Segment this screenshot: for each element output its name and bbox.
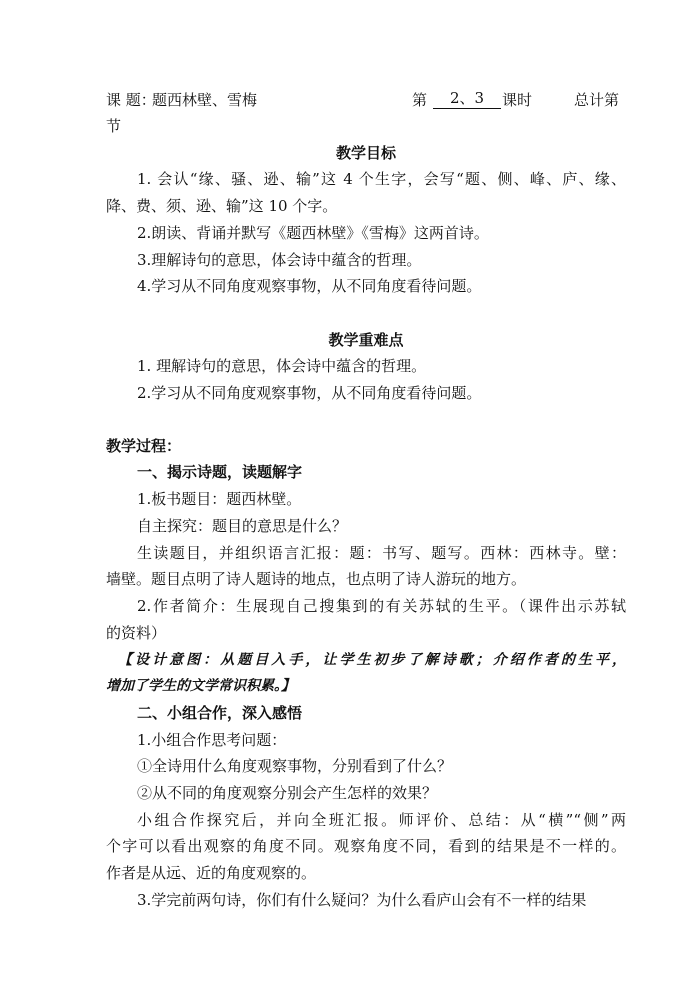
design-note-b: 增加了学生的文学常识积累。】 bbox=[106, 678, 295, 694]
lesson-header bbox=[106, 88, 626, 112]
section-2-heading: 二、小组合作，深入感悟 bbox=[137, 704, 303, 722]
question-2: ②从不同的角度观察分别会产生怎样的效果？ bbox=[137, 784, 438, 802]
key-point-2: 2.学习从不同角度观察事物，从不同角度看待问题。 bbox=[137, 384, 482, 402]
topic-label: 课 题： bbox=[106, 91, 156, 109]
section-1-heading: 一、揭示诗题，读题解字 bbox=[137, 463, 303, 481]
process-p3b: 墙壁。题目点明了诗人题诗的地点，也点明了诗人游玩的地方。 bbox=[106, 570, 527, 588]
question-1: ①全诗用什么角度观察事物，分别看到了什么？ bbox=[137, 757, 453, 775]
process-p6: 3.学完前两句诗，你们有什么疑问？为什么看庐山会有不一样的结果 bbox=[137, 891, 587, 909]
process-p4a: 2.作者简介：生展现自己搜集到的有关苏轼的生平。（课件出示苏轼 bbox=[137, 597, 626, 615]
total-label: 总计第 bbox=[574, 91, 620, 109]
process-p5a: 小组合作探究后，并向全班汇报。师评价、总结：从“横”“侧”两 bbox=[137, 811, 626, 829]
lesson-suffix: 课时 bbox=[502, 91, 533, 109]
process-p2: 自主探究：题目的意思是什么？ bbox=[137, 517, 348, 535]
lesson-topic: 题西林壁、雪梅 bbox=[152, 91, 258, 109]
process-p1: 1.板书题目：题西林壁。 bbox=[137, 490, 302, 508]
total-tail: 节 bbox=[106, 117, 122, 135]
process-p5b: 个字可以看出观察的角度不同。观察角度不同，看到的结果是不一样的。 bbox=[106, 837, 626, 855]
key-points-title: 教学重难点 bbox=[328, 331, 404, 349]
objective-2: 2.朗读、背诵并默写《题西林壁》《雪梅》这两首诗。 bbox=[137, 224, 489, 242]
process-p3a: 生读题目，并组织语言汇报：题：书写、题写。西林：西林寺。壁： bbox=[137, 544, 626, 562]
objective-1b: 降、费、须、逊、输”这 10 个字。 bbox=[106, 197, 338, 215]
process-p4b: 的资料） bbox=[106, 624, 167, 642]
lesson-number: 2、3 bbox=[433, 88, 501, 109]
objective-4: 4.学习从不同角度观察事物，从不同角度看待问题。 bbox=[137, 277, 482, 295]
question-intro: 1.小组合作思考问题： bbox=[137, 731, 287, 749]
lesson-prefix: 第 bbox=[412, 91, 428, 109]
process-title: 教学过程： bbox=[106, 437, 182, 455]
objective-3: 3.理解诗句的意思，体会诗中蕴含的哲理。 bbox=[137, 251, 422, 269]
objective-1a: 1. 会认“缘、骚、逊、输”这 4 个生字，会写“题、侧、峰、庐、缘、 bbox=[137, 170, 626, 188]
process-p5c: 作者是从远、近的角度观察的。 bbox=[106, 864, 317, 882]
key-point-1: 1. 理解诗句的意思，体会诗中蕴含的哲理。 bbox=[137, 357, 427, 375]
design-note-a: 【设计意图：从题目入手，让学生初步了解诗歌；介绍作者的生平， bbox=[118, 652, 626, 668]
objectives-title: 教学目标 bbox=[335, 144, 396, 162]
